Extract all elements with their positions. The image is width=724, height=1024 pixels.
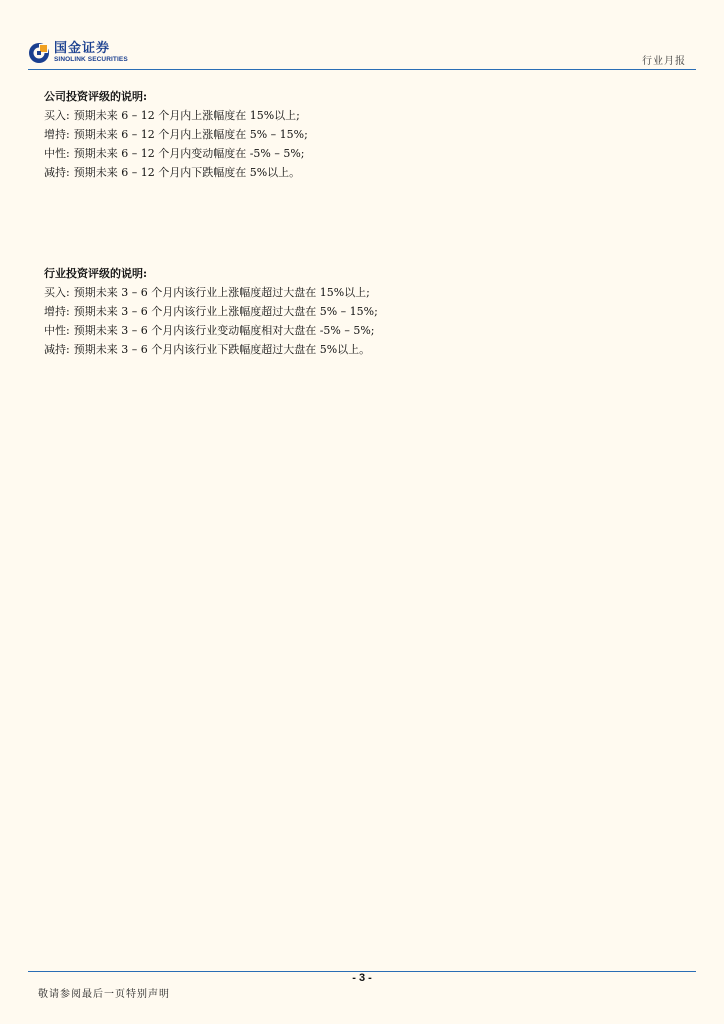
- company-ratings-title: 公司投资评级的说明:: [44, 90, 148, 103]
- rating-label: 中性:: [44, 147, 70, 160]
- rating-description: 预期未来 3 – 6 个月内该行业上涨幅度超过大盘在 15%以上;: [73, 286, 370, 299]
- industry-ratings-section: [44, 264, 684, 359]
- industry-rating-row-neutral: [44, 321, 684, 340]
- rating-description: 预期未来 6 – 12 个月内下跌幅度在 5%以上。: [73, 166, 301, 179]
- rating-description: 预期未来 3 – 6 个月内该行业上涨幅度超过大盘在 5% – 15%;: [73, 305, 378, 318]
- rating-description: 预期未来 6 – 12 个月内上涨幅度在 5% – 15%;: [73, 128, 308, 141]
- page-number: - 3 -: [352, 972, 372, 984]
- logo-chinese-name: 国金证券: [54, 41, 111, 57]
- report-type-label: 行业月报: [642, 56, 686, 67]
- rating-label: 中性:: [44, 324, 70, 337]
- company-rating-row-overweight: [44, 125, 684, 144]
- industry-rating-row-overweight: [44, 302, 684, 321]
- rating-description: 预期未来 6 – 12 个月内上涨幅度在 15%以上;: [73, 109, 300, 122]
- disclaimer-note: 敬请参阅最后一页特别声明: [38, 989, 170, 1000]
- company-logo: [28, 42, 128, 64]
- rating-label: 减持:: [44, 166, 70, 179]
- rating-description: 预期未来 3 – 6 个月内该行业变动幅度相对大盘在 -5% – 5%;: [73, 324, 375, 337]
- rating-description: 预期未来 6 – 12 个月内变动幅度在 -5% – 5%;: [73, 147, 305, 160]
- company-rating-row-neutral: [44, 144, 684, 163]
- rating-description: 预期未来 3 – 6 个月内该行业下跌幅度超过大盘在 5%以上。: [73, 343, 371, 356]
- header-divider: [28, 69, 696, 70]
- company-ratings-section: [44, 87, 684, 182]
- rating-label: 增持:: [44, 305, 70, 318]
- rating-label: 买入:: [44, 109, 70, 122]
- industry-rating-row-buy: [44, 283, 684, 302]
- rating-label: 增持:: [44, 128, 70, 141]
- rating-label: 减持:: [44, 343, 70, 356]
- logo-english-name: SINOLINK SECURITIES: [54, 56, 128, 64]
- page-header: [28, 38, 696, 70]
- company-rating-row-underweight: [44, 163, 684, 182]
- rating-label: 买入:: [44, 286, 70, 299]
- sinolink-logo-icon: [28, 42, 50, 64]
- industry-ratings-title: 行业投资评级的说明:: [44, 267, 148, 280]
- industry-rating-row-underweight: [44, 340, 684, 359]
- company-rating-row-buy: [44, 106, 684, 125]
